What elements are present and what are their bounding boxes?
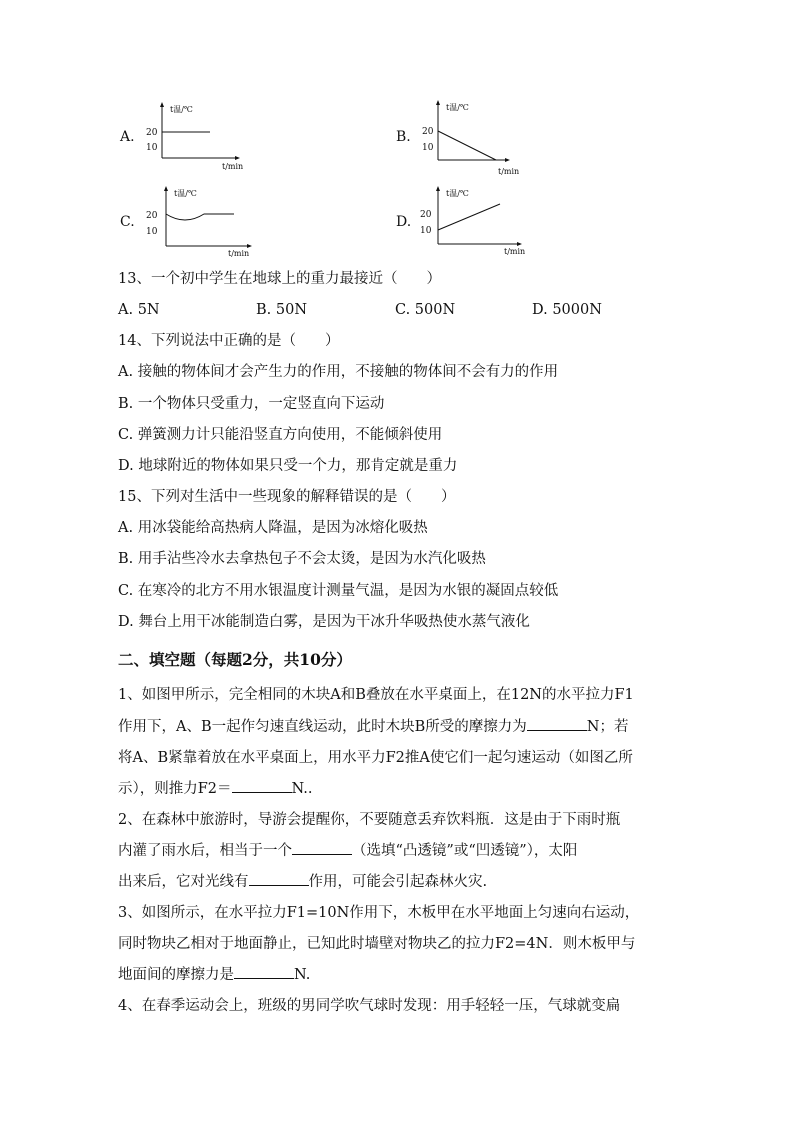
option-c-label[interactable]: C. [120,214,135,230]
q13-option-c[interactable]: C. 500N [395,302,456,318]
fill1-blank1[interactable] [527,716,587,731]
fill1-line4-tail: N.. [291,781,313,797]
section-heading: 二、填空题（每题2分，共10分） [118,650,352,669]
q15-option-c[interactable]: C. 在寒冷的北方不用水银温度计测量气温，是因为水银的凝固点较低 [118,583,559,599]
graph-c [140,184,260,258]
fill3-blank1[interactable] [234,964,294,979]
graph-a-xlabel: t/min [222,162,244,171]
graph-c-ylabel: t温/℃ [174,189,197,198]
graph-a [140,100,250,172]
q15-option-d[interactable]: D. 舞台上用干冰能制造白雾，是因为干冰升华吸热使水蒸气液化 [118,614,530,630]
graph-a-ylabel: t温/℃ [170,105,193,114]
graph-b [416,98,526,176]
fill1-line2-tail: N；若 [586,719,629,735]
graph-b-ylabel: t温/℃ [446,103,469,112]
q13-option-a[interactable]: A. 5N [118,302,160,318]
fill1-line1: 1、如图甲所示，完全相同的木块A和B叠放在水平桌面上，在12N的水平拉力F1 [118,687,634,703]
graph-a-tick-10: 10 [146,143,158,153]
fill4-line1: 4、在春季运动会上，班级的男同学吹气球时发现：用手轻轻一压，气球就变扁 [118,998,621,1014]
graph-b-tick-20: 20 [422,127,434,137]
fill3-line1: 3、如图所示，在水平拉力F1=10N作用下，木板甲在水平地面上匀速向右运动， [118,905,640,921]
fill2-line2-tail: （选填“凸透镜”或“凹透镜”），太阳 [352,843,578,859]
graph-d-ylabel: t温/℃ [446,189,469,198]
fill2-line1: 2、在森林中旅游时，导游会提醒你，不要随意丢弃饮料瓶．这是由于下雨时瓶 [118,812,621,828]
option-a-label[interactable]: A. [120,129,135,145]
graph-c-tick-10: 10 [146,227,158,237]
graph-a-tick-20: 20 [146,128,158,138]
graph-c-xlabel: t/min [228,249,250,258]
graph-b-xlabel: t/min [498,167,520,176]
fill1-line4-text: 示），则推力F2＝ [118,781,232,797]
q14-option-d[interactable]: D. 地球附近的物体如果只受一个力，那肯定就是重力 [118,458,458,474]
q14-option-a[interactable]: A. 接触的物体间才会产生力的作用，不接触的物体间不会有力的作用 [118,364,559,380]
graph-c-curve [166,214,234,220]
q15-option-a[interactable]: A. 用冰袋能给高热病人降温，是因为冰熔化吸热 [118,520,428,536]
fill3-line3-text: 地面间的摩擦力是 [118,967,234,983]
q15-option-b[interactable]: B. 用手沾些冷水去拿热包子不会太烫，是因为水汽化吸热 [118,551,486,567]
q15-stem: 15、下列对生活中一些现象的解释错误的是（ ） [118,489,456,505]
graph-d-xlabel: t/min [504,247,526,256]
fill2-line2 [118,840,577,862]
q14-option-c[interactable]: C. 弹簧测力计只能沿竖直方向使用，不能倾斜使用 [118,427,443,443]
fill3-line3 [118,964,310,986]
q14-stem: 14、下列说法中正确的是（ ） [118,333,340,349]
fill1-line2 [118,716,628,738]
option-b-label[interactable]: B. [396,129,411,145]
q14-option-b[interactable]: B. 一个物体只受重力，一定竖直向下运动 [118,396,385,412]
fill3-line2: 同时物块乙相对于地面静止，已知此时墙壁对物块乙的拉力F2=4N．则木板甲与 [118,936,636,952]
option-d-label[interactable]: D. [396,214,412,230]
fill1-line3: 将A、B紧靠着放在水平桌面上，用水平力F2推A使它们一起匀速运动（如图乙所 [118,750,633,766]
graph-d-tick-10: 10 [420,226,432,236]
q13-option-b[interactable]: B. 50N [256,302,308,318]
fill2-line3 [118,871,487,893]
fill2-line2-text: 内灌了雨水后，相当于一个 [118,843,292,859]
fill2-line3-text: 出来后，它对光线有 [118,874,249,890]
fill2-blank1[interactable] [292,840,352,855]
graph-b-line [438,131,496,160]
fill1-line4 [118,778,313,800]
fill2-blank2[interactable] [249,871,309,886]
graph-d [416,184,536,256]
graph-b-tick-10: 10 [422,143,434,153]
graph-d-line [438,204,500,230]
q13-stem: 13、一个初中学生在地球上的重力最接近（ ） [118,271,441,287]
fill1-blank2[interactable] [232,778,292,793]
fill3-line3-tail: N. [294,967,311,983]
graph-d-tick-20: 20 [420,210,432,220]
q13-option-d[interactable]: D. 5000N [532,302,602,318]
graph-c-tick-20: 20 [146,211,158,221]
fill1-line2-text: 作用下，A、B一起作匀速直线运动，此时木块B所受的摩擦力为 [118,719,527,735]
fill2-line3-tail: 作用，可能会引起森林火灾. [308,874,488,890]
